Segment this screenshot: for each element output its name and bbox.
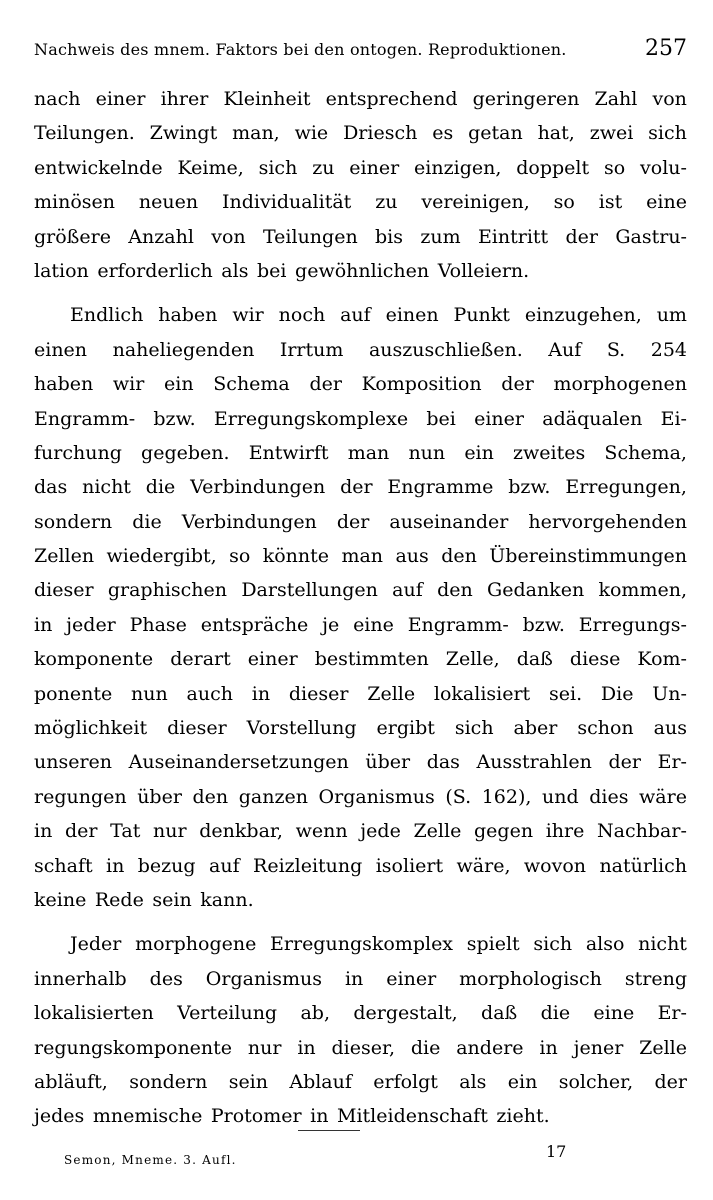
text-line: nach einer ihrer Kleinheit entsprechend geringeren Zahl von [34,88,687,110]
text-line: furchung gegeben. Entwirft man nun ein zweites Schema, [34,441,687,464]
text-line: jedes mnemische Protomer in Mitleidenschaft zieht. [34,1105,550,1128]
text-line: größere Anzahl von Teilungen bis zum Eintritt der Gastru- [34,225,687,248]
text-line: regungen über den ganzen Organismus (S. 162), und dies wäre [34,785,687,808]
text-line: dieser graphischen Darstellungen auf den Gedanken kommen, [34,579,687,602]
text-line: in jeder Phase entspräche je eine Engramm- bzw. Erregungs- [34,613,687,636]
paragraph-gap [34,288,687,298]
running-title: Nachweis des mnem. Faktors bei den ontogen. Reproduktionen. [34,40,567,59]
text-line: entwickelnde Keime, sich zu einer einzigen, doppelt so volu- [34,156,687,179]
footer-rule [298,1130,360,1131]
text-line: einen naheliegenden Irrtum auszuschließen. Auf S. 254 [34,338,687,361]
body-text [34,82,687,1134]
text-line: möglichkeit dieser Vorstellung ergibt sich aber schon aus [34,717,687,740]
text-line: das nicht die Verbindungen der Engramme bzw. Erregungen, [34,476,687,499]
text-line: schaft in bezug auf Reizleitung isoliert wäre, wovon natürlich [34,854,687,877]
printer-signature: Semon, Mneme. 3. Aufl. [64,1153,237,1167]
signature-number: 17 [546,1142,567,1161]
text-line: Teilungen. Zwingt man, wie Driesch es getan hat, zwei sich [34,122,687,145]
text-line: Jeder morphogene Erregungskomplex spielt sich also nicht [70,933,687,956]
page-number: 257 [645,36,687,61]
text-line: innerhalb des Organismus in einer morphologisch streng [34,967,687,990]
running-head [34,36,687,62]
paragraph-gap [34,917,687,927]
text-line: regungskomponente nur in dieser, die andere in jener Zelle [34,1036,687,1059]
text-line: komponente derart einer bestimmten Zelle, daß diese Kom- [34,648,687,671]
text-line: minösen neuen Individualität zu vereinigen, so ist eine [34,191,687,214]
text-line: ponente nun auch in dieser Zelle lokalisiert sei. Die Un- [34,682,687,705]
paragraph [34,927,687,1133]
text-line: lokalisierten Verteilung ab, dergestalt, daß die eine Er- [34,1002,687,1025]
paragraph [34,298,687,917]
text-line: abläuft, sondern sein Ablauf erfolgt als ein solcher, der [34,1070,687,1093]
text-line: in der Tat nur denkbar, wenn jede Zelle gegen ihre Nachbar- [34,820,687,843]
text-line: Zellen wiedergibt, so könnte man aus den Übereinstimmungen [34,545,687,568]
text-line: Engramm- bzw. Erregungskomplexe bei einer adäqualen Ei- [34,407,687,430]
text-line: sondern die Verbindungen der auseinander hervorgehenden [34,510,687,533]
text-line: unseren Auseinandersetzungen über das Ausstrahlen der Er- [34,751,687,774]
text-line: lation erforderlich als bei gewöhnlichen Volleiern. [34,259,530,282]
paragraph [34,82,687,288]
text-line: haben wir ein Schema der Komposition der morphogenen [34,373,687,396]
text-line: keine Rede sein kann. [34,888,254,911]
text-line: Endlich haben wir noch auf einen Punkt einzugehen, um [70,304,687,327]
